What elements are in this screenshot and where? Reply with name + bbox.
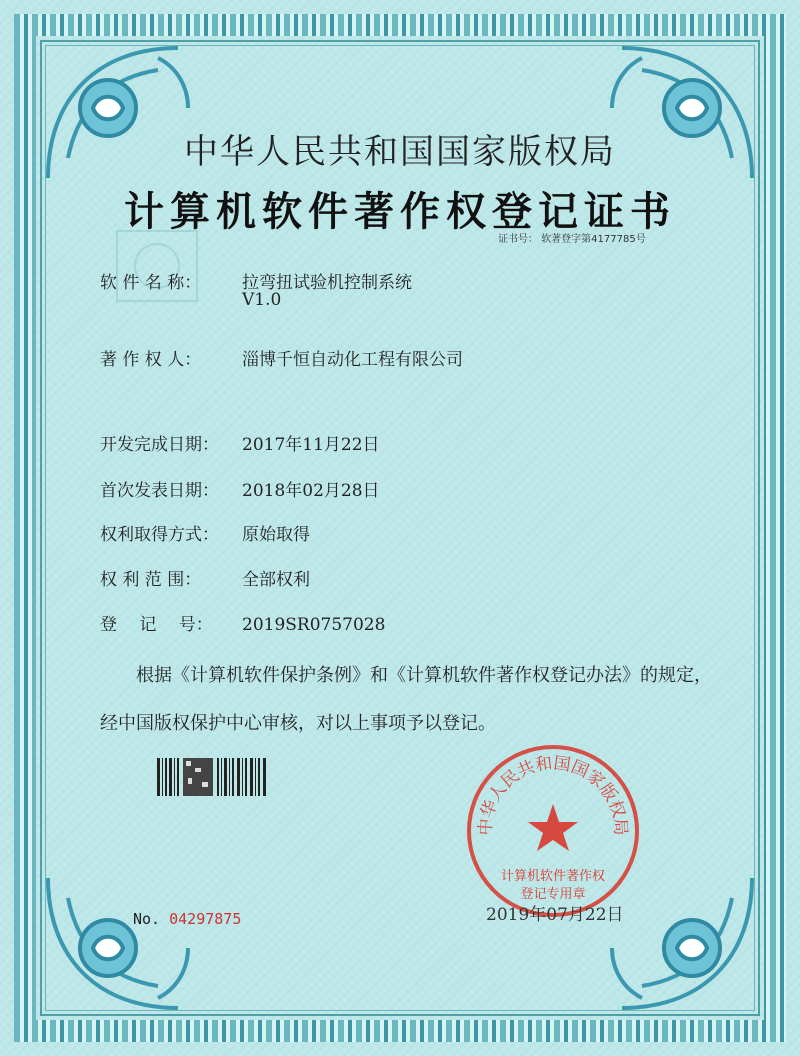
field-label: 开发完成日期： xyxy=(100,435,219,455)
field-registration-number xyxy=(100,610,385,635)
field-label: 首次发表日期： xyxy=(100,481,219,501)
certificate-number-value: 软著登字第4177785号 xyxy=(541,234,646,245)
field-acquisition-method xyxy=(100,520,310,545)
seal-inner-line1: 计算机软件著作权 xyxy=(500,869,606,884)
serial-value: 04297875 xyxy=(169,910,242,928)
field-value: 原始取得 xyxy=(242,525,310,545)
field-value: 淄博千恒自动化工程有限公司 xyxy=(242,350,463,370)
issue-date: 2019年07月22日 xyxy=(486,905,624,925)
field-value: 全部权利 xyxy=(242,570,310,590)
certificate-number-label: 证书号： xyxy=(498,234,538,245)
field-rights-scope xyxy=(100,565,310,590)
field-value: 2019SR0757028 xyxy=(242,615,386,635)
field-value: 2017年11月22日 xyxy=(242,435,380,455)
official-seal xyxy=(464,742,642,920)
field-software-version: V1.0 xyxy=(242,290,282,310)
issuer-title: 中华人民共和国国家版权局 xyxy=(184,132,616,172)
field-label: 软 件 名 称： xyxy=(100,273,202,293)
field-value: 拉弯扭试验机控制系统 xyxy=(242,273,412,293)
field-label: 登 记 号： xyxy=(100,615,213,635)
emblem-watermark xyxy=(112,226,202,306)
field-publication-date xyxy=(100,476,380,501)
barcode xyxy=(157,758,269,796)
certificate-number xyxy=(498,230,646,245)
field-label: 著 作 权 人： xyxy=(100,350,202,370)
certificate-title: 计算机软件著作权登记证书 xyxy=(124,188,676,235)
statement-paragraph: 根据《计算机软件保护条例》和《计算机软件著作权登记办法》的规定，经中国版权保护中心审核，对以上事项予以登记。 xyxy=(100,665,712,734)
field-label: 权 利 范 围： xyxy=(100,570,202,590)
field-label: 权利取得方式： xyxy=(100,525,219,545)
field-development-date xyxy=(100,430,380,455)
seal-inner-line2: 登记专用章 xyxy=(520,887,586,902)
seal-outer-text: 中华人民共和国国家版权局 xyxy=(475,753,631,837)
serial-prefix: No. xyxy=(133,910,161,928)
serial-number xyxy=(133,910,241,928)
field-value: 2018年02月28日 xyxy=(242,481,380,501)
field-copyright-owner xyxy=(100,345,463,370)
corner-ornament-bottom-left xyxy=(38,868,208,1018)
